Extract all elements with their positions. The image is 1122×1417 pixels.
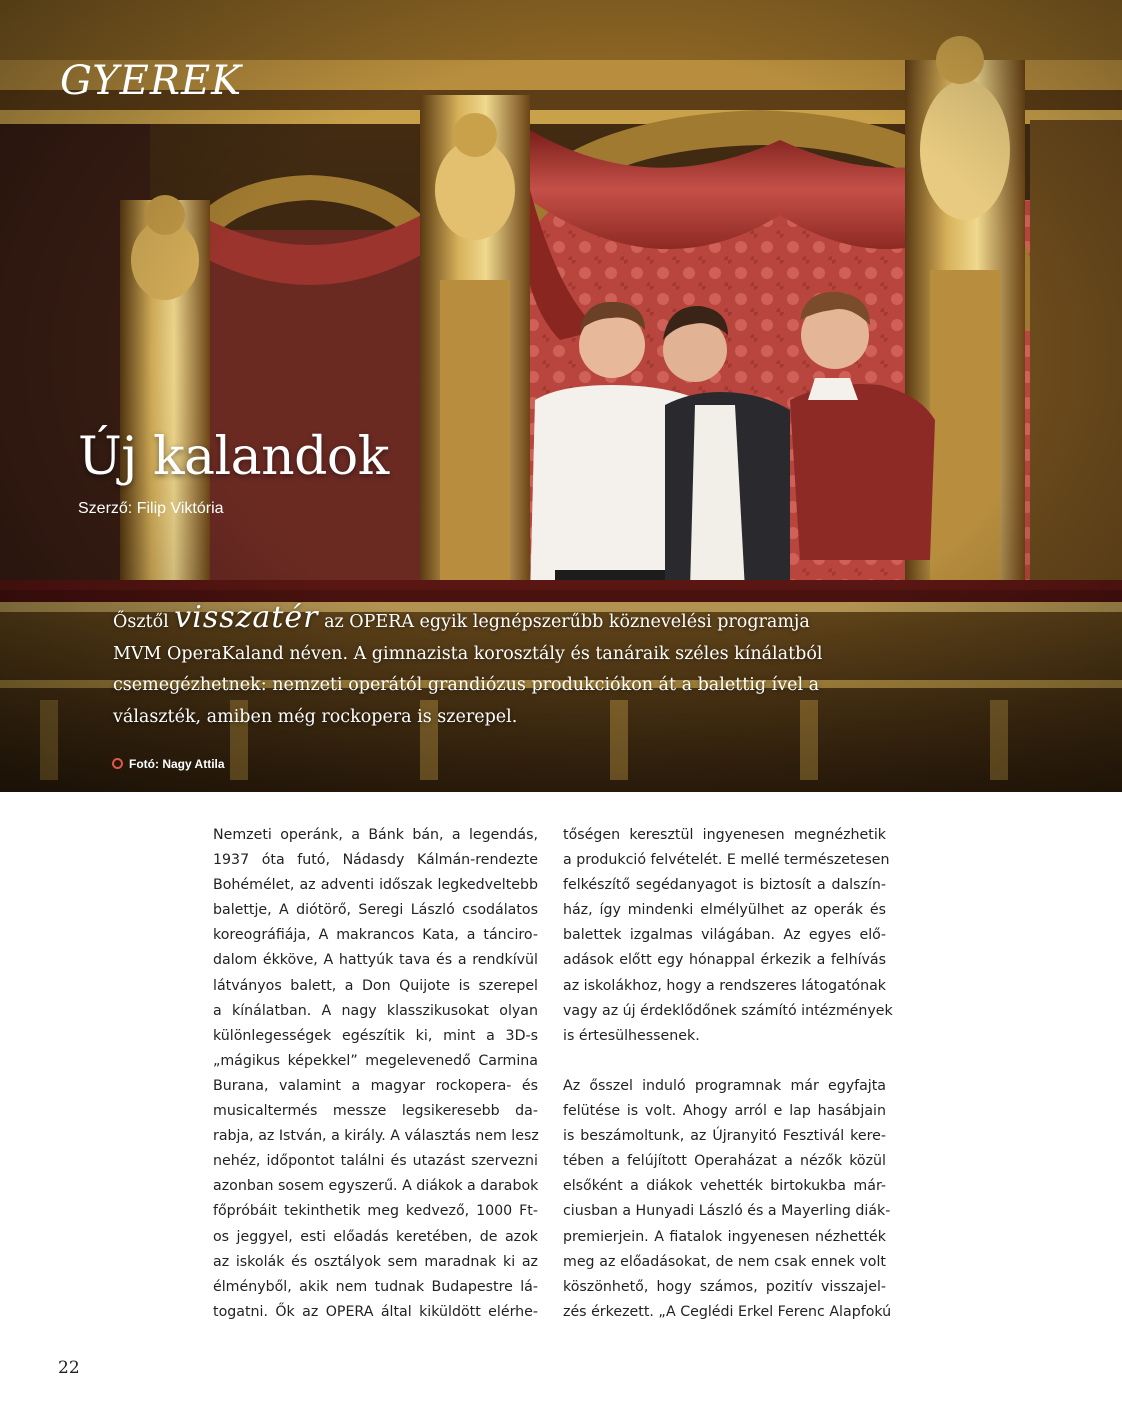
lead-line-4: választék, amiben még rockopera is szerepel. bbox=[113, 706, 518, 727]
section-label: GYEREK bbox=[60, 58, 243, 104]
text-line: meg az előadásokat, de nem csak ennek volt bbox=[563, 1253, 886, 1270]
text-line: musicaltermés messze legsikeresebb da- bbox=[213, 1103, 538, 1120]
text-line: élményből, akik nem tudnak Budapestre lá- bbox=[213, 1278, 538, 1295]
text-line: premierjein. A fiatalok ingyenesen nézhették bbox=[563, 1228, 886, 1245]
text-line: balettje, A diótörő, Seregi László csodálatos bbox=[213, 902, 538, 919]
text-line: elsőként a diákok vehették birtokukba már- bbox=[563, 1178, 886, 1195]
lead-big-word: visszatér bbox=[174, 600, 319, 635]
text-line: a produkció felvételét. E mellé természetesen bbox=[563, 852, 890, 869]
article-column-1 bbox=[213, 823, 538, 1325]
text-line: a kínálatban. A nagy klasszikusokat olyan bbox=[213, 1002, 538, 1019]
text-line: különlegességek egészítik ki, mint a 3D-s bbox=[213, 1027, 538, 1044]
text-line: Bohémélet, az adventi időszak legkedveltebb bbox=[213, 877, 538, 894]
text-line: felütése is volt. Ahogy arról e lap hasábjain bbox=[563, 1103, 886, 1120]
text-line: látványos balett, a Don Quijote is szerepel bbox=[213, 977, 538, 994]
author-byline: Szerző: Filip Viktória bbox=[78, 500, 224, 517]
text-line: „mágikus képekkel” megelevenedő Carmina bbox=[213, 1052, 538, 1069]
lead-line-2: MVM OperaKaland néven. A gimnazista korosztály és tanáraik széles kínálatból bbox=[113, 643, 823, 664]
text-line: is beszámoltunk, az Újranyitó Fesztivál kere- bbox=[563, 1128, 886, 1145]
text-line: 1937 óta futó, Nádasdy Kálmán-rendezte bbox=[213, 852, 538, 869]
paragraph-gap bbox=[563, 1049, 886, 1074]
photo-credit bbox=[112, 757, 225, 771]
text-line: az iskolákhoz, hogy a rendszeres látogatónak bbox=[563, 977, 886, 994]
camera-ring-icon bbox=[112, 758, 123, 769]
text-line: Az ősszel induló programnak már egyfajta bbox=[563, 1077, 886, 1094]
lead-intro-word: Ősztől bbox=[113, 612, 169, 632]
text-line: köszönhető, hogy számos, pozitív visszajel- bbox=[563, 1278, 886, 1295]
text-line: nehéz, időpontot találni és utazást szervezni bbox=[213, 1153, 538, 1170]
text-line: ház, így mindenki elmélyülhet az operák és bbox=[563, 902, 886, 919]
text-line: tőségen keresztül ingyenesen megnézhetik bbox=[563, 827, 886, 843]
text-line: adások előtt egy hónappal érkezik a felhívás bbox=[563, 952, 886, 969]
text-line: koreográfiája, A makrancos Kata, a tánciro- bbox=[213, 927, 538, 944]
text-line: is értesülhessenek. bbox=[563, 1027, 700, 1044]
text-line: os jeggyel, esti előadás keretében, de azok bbox=[213, 1228, 538, 1245]
text-line: togatni. Ők az OPERA által kiküldött elérhe- bbox=[213, 1303, 538, 1320]
text-line: balettek izgalmas világában. Az egyes elő- bbox=[563, 927, 886, 944]
page-title: Új kalandok bbox=[78, 427, 389, 487]
text-line: zés érkezett. „A Ceglédi Erkel Ferenc Alapfokú bbox=[563, 1303, 892, 1320]
text-line: az iskolák és osztályok sem maradnak ki az bbox=[213, 1253, 538, 1270]
text-line: tében a felújított Operaházat a nézők közül bbox=[563, 1153, 886, 1170]
article-column-2 bbox=[563, 823, 893, 1325]
text-line: rabja, az István, a király. A választás nem lesz bbox=[213, 1128, 539, 1145]
text-line: Nemzeti operánk, a Bánk bán, a legendás, bbox=[213, 827, 538, 843]
lead-paragraph bbox=[113, 602, 953, 733]
text-line: vagy az új érdeklődőnek számító intézmények bbox=[563, 1002, 893, 1019]
text-line: ciusban a Hunyadi László és a Mayerling diák- bbox=[563, 1203, 891, 1220]
lead-line-3: csemegézhetnek: nemzeti operától grandiózus produkciókon át a balettig ível a bbox=[113, 675, 820, 695]
text-line: azonban sosem egyszerű. A diákok a darabok bbox=[213, 1178, 539, 1195]
text-line: főpróbáit tekinthetik meg kedvező, 1000 Ft- bbox=[213, 1203, 538, 1220]
page-number: 22 bbox=[58, 1358, 80, 1378]
photo-credit-text: Fotó: Nagy Attila bbox=[129, 757, 225, 771]
text-line: dalom ékköve, A hattyúk tava és a rendkívül bbox=[213, 952, 538, 969]
lead-line-1: az OPERA egyik legnépszerűbb köznevelési programja bbox=[324, 612, 810, 632]
text-line: felkészítő segédanyagot is biztosít a dalszín- bbox=[563, 877, 886, 894]
text-line: Burana, valamint a magyar rockopera- és bbox=[213, 1077, 538, 1094]
